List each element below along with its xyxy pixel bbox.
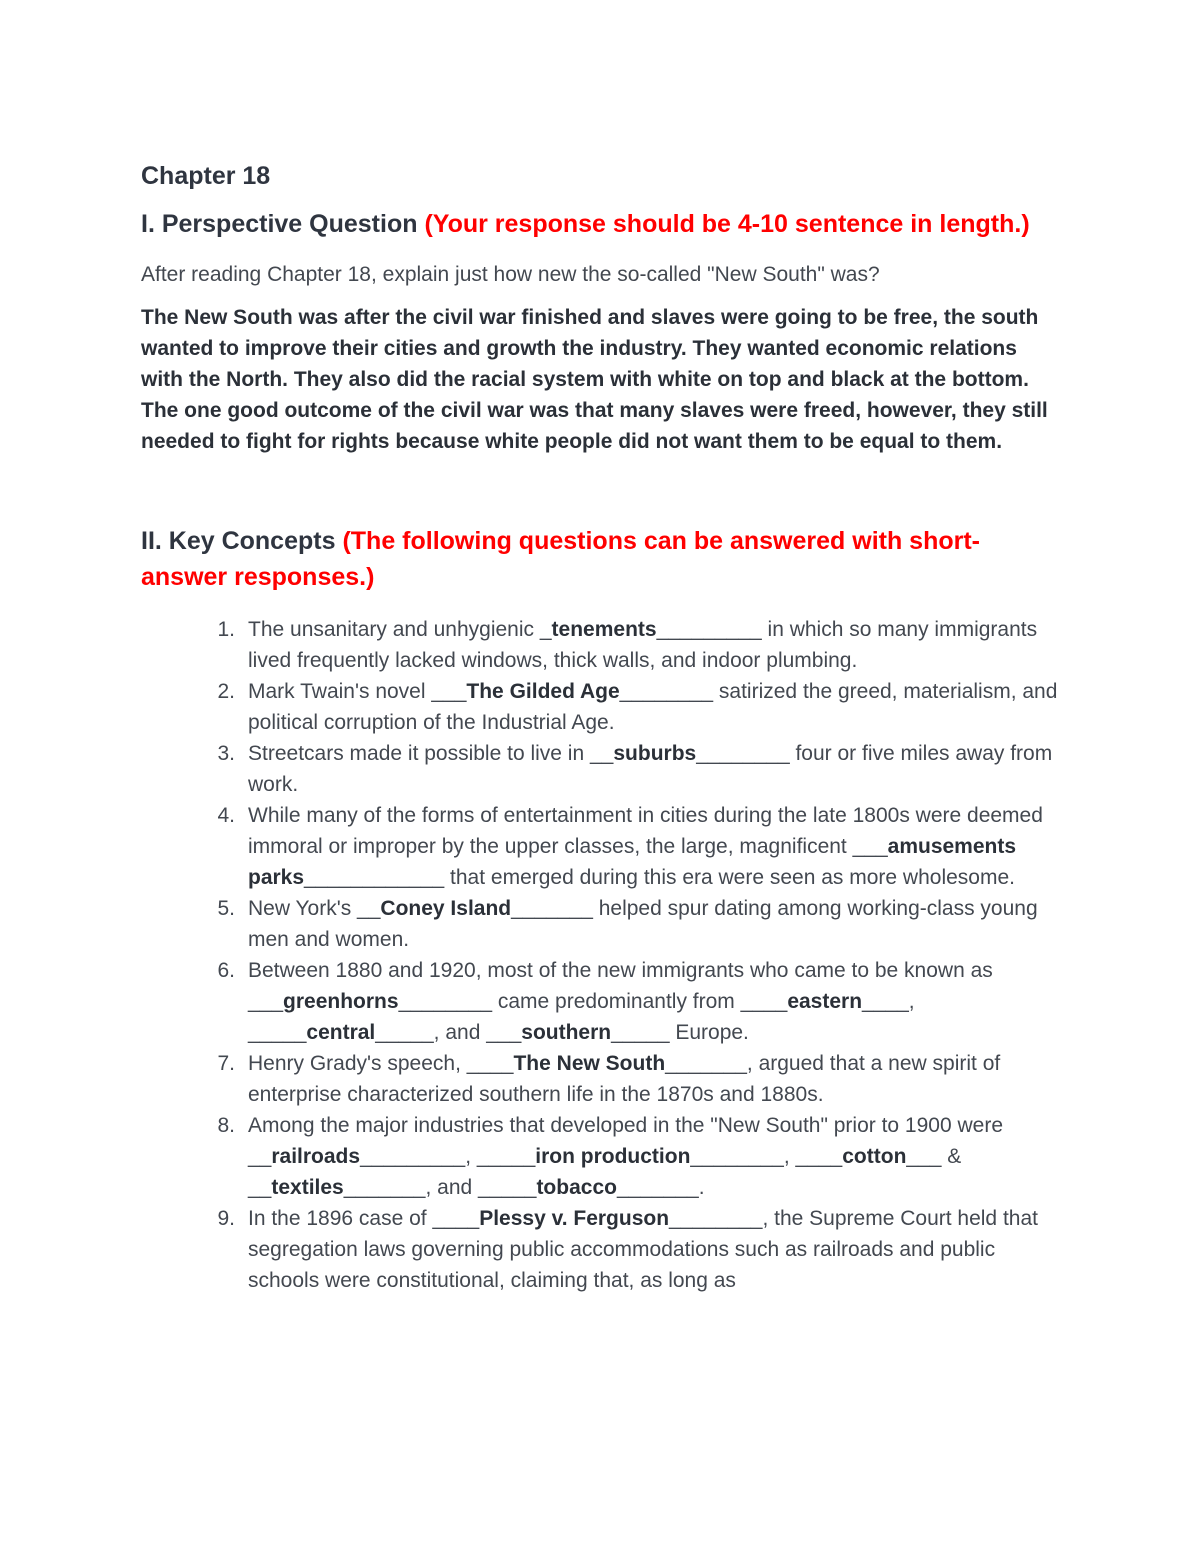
answer-text: cotton	[842, 1145, 907, 1168]
list-item-number: 1.	[217, 618, 235, 641]
question-text: ________ satirized the greed, materialism, and political corruption of the Industrial Age.	[248, 680, 1058, 734]
question-text: ____, _____	[248, 990, 915, 1044]
list-item	[141, 614, 1060, 676]
question-text: _____, and ___	[375, 1021, 522, 1044]
section-title: II. Key Concepts	[141, 527, 343, 555]
list-item	[141, 738, 1060, 800]
question-text: ________ came predominantly from ____	[398, 990, 788, 1013]
key-concepts-list	[141, 614, 1060, 1296]
list-item-number: 8.	[217, 1114, 235, 1137]
question-text: ________, ____	[690, 1145, 843, 1168]
answer-text: Plessy v. Ferguson	[479, 1207, 670, 1230]
question-text: Mark Twain's novel ___	[248, 680, 467, 703]
list-item-number: 3.	[217, 742, 235, 765]
answer-text: textiles	[271, 1176, 344, 1199]
answer-text: southern	[521, 1021, 612, 1044]
question-text: _______ helped spur dating among working-class young men and women.	[248, 897, 1038, 951]
answer-text: greenhorns	[283, 990, 399, 1013]
section-instruction: (Your response should be 4-10 sentence in length.)	[424, 210, 1030, 238]
answer-text: Coney Island	[380, 897, 512, 920]
question-text: Among the major industries that developed in the "New South" prior to 1900 were __	[248, 1114, 1004, 1168]
question-text: _____ Europe.	[611, 1021, 749, 1044]
question-text: ____________ that emerged during this era were seen as more wholesome.	[304, 866, 1015, 889]
question-text: _______.	[616, 1176, 705, 1199]
list-item	[141, 1048, 1060, 1110]
answer-text: tenements	[551, 618, 657, 641]
list-item	[141, 893, 1060, 955]
answer-text: eastern	[787, 990, 863, 1013]
answer-text: iron production	[535, 1145, 691, 1168]
list-item	[141, 676, 1060, 738]
list-item-number: 7.	[217, 1052, 235, 1075]
list-item	[141, 800, 1060, 893]
list-item-number: 2.	[217, 680, 235, 703]
chapter-title: Chapter 18	[141, 162, 271, 190]
question-text: ___ & __	[248, 1145, 962, 1199]
list-item-number: 9.	[217, 1207, 235, 1230]
question-text: New York's __	[248, 897, 381, 920]
answer-text: The Gilded Age	[466, 680, 620, 703]
answer-text: railroads	[271, 1145, 361, 1168]
question-text: _________, _____	[360, 1145, 536, 1168]
question-text: Henry Grady's speech, ____	[248, 1052, 514, 1075]
perspective-question: After reading Chapter 18, explain just how new the so-called "New South" was?	[141, 263, 880, 286]
question-text: ________ four or five miles away from work.	[248, 742, 1053, 796]
answer-text: The New South	[513, 1052, 666, 1075]
list-item-number: 4.	[217, 804, 235, 827]
answer-text: central	[306, 1021, 376, 1044]
section-title: I. Perspective Question	[141, 210, 425, 238]
section-heading-key-concepts	[141, 523, 1060, 595]
question-text: In the 1896 case of ____	[248, 1207, 480, 1230]
question-text: _______, argued that a new spirit of enterprise characterized southern life in the 1870s and 1880s.	[248, 1052, 1001, 1106]
question-text: ________, the Supreme Court held that segregation laws governing public accommodations such as railroads and public schools were constitutional, claiming that, as long as	[248, 1207, 1038, 1292]
list-item-number: 5.	[217, 897, 235, 920]
list-item	[141, 1203, 1060, 1296]
list-item	[141, 1110, 1060, 1203]
question-text: The unsanitary and unhygienic _	[248, 618, 552, 641]
answer-text: amusements parks	[248, 835, 1017, 889]
section-heading-perspective	[141, 206, 1060, 242]
question-text: _________ in which so many immigrants lived frequently lacked windows, thick walls, and indoor plumbing.	[248, 618, 1038, 672]
question-text: _______, and _____	[343, 1176, 537, 1199]
question-text: While many of the forms of entertainment in cities during the late 1800s were deemed immoral or improper by the upper classes, the large, magnificent ___	[248, 804, 1043, 858]
perspective-answer: The New South was after the civil war finished and slaves were going to be free, the south wanted to improve their cities and growth the industry. They wanted economic relations with the North. They also did the racial system with white on top and black at the bottom. The one good outcome of the civil war was that many slaves were freed, however, they still needed to fight for rights because white people did not want them to be equal to them.	[141, 306, 1048, 453]
section-instruction: (The following questions can be answered with short-answer responses.)	[141, 527, 981, 591]
answer-text: tobacco	[536, 1176, 617, 1199]
list-item	[141, 955, 1060, 1048]
list-item-number: 6.	[217, 959, 235, 982]
answer-text: suburbs	[613, 742, 697, 765]
question-text: Between 1880 and 1920, most of the new immigrants who came to be known as ___	[248, 959, 993, 1013]
question-text: Streetcars made it possible to live in __	[248, 742, 614, 765]
